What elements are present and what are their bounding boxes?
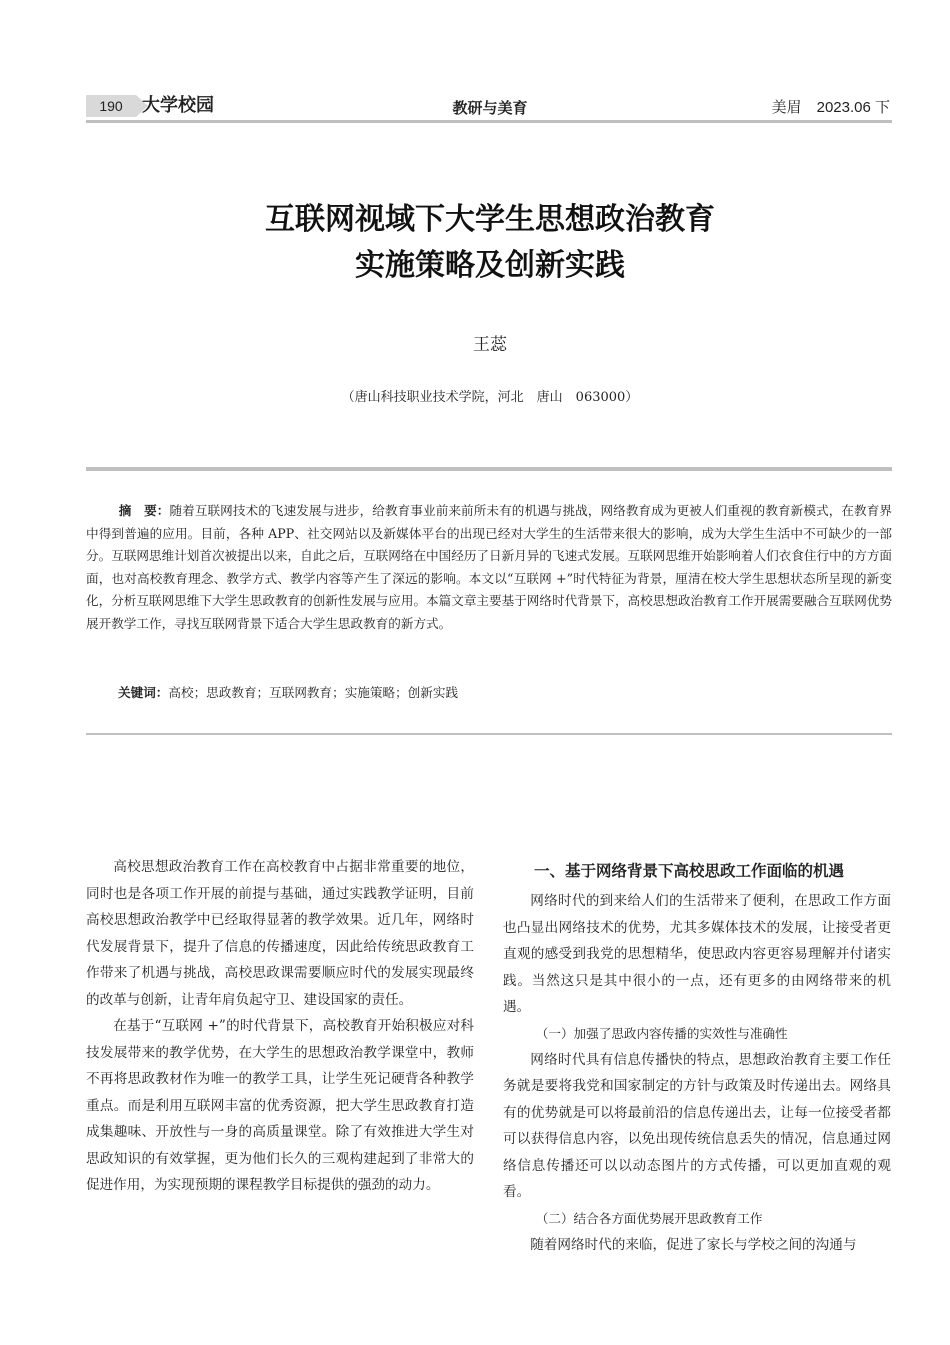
subsection-heading: （二）结合各方面优势展开思政教育工作 xyxy=(535,1210,763,1226)
title-line-1: 互联网视域下大学生思想政治教育 xyxy=(265,202,715,237)
page-number: 190 xyxy=(86,95,136,117)
title-line-2: 实施策略及创新实践 xyxy=(355,248,625,283)
abstract-bottom-rule xyxy=(86,733,892,735)
keywords-text: 高校；思政教育；互联网教育；实施策略；创新实践 xyxy=(168,685,459,700)
abstract xyxy=(86,500,892,635)
keywords xyxy=(118,682,878,701)
affiliation: （唐山科技职业技术学院，河北 唐山 063000） xyxy=(341,390,639,405)
paragraph: 随着网络时代的来临，促进了家长与学校之间的沟通与 xyxy=(530,1236,857,1253)
paragraph: 网络时代的到来给人们的生活带来了便利，在思政工作方面也凸显出网络技术的优势，尤其多媒体技术的发展，让接受者更直观的感受到我党的思想精华，使思政内容更容易理解并付诸实践。当然这只是其中很小的一点，还有更多的由网络带来的机遇。 xyxy=(503,893,891,1015)
paragraph: 网络时代具有信息传播快的特点，思想政治教育主要工作任务就是要将我党和国家制定的方针与政策及时传递出去。网络具有的优势就是可以将最前沿的信息传递出去，让每一位接受者都可以获得信息内容，以免出现传统信息丢失的情况，信息通过网络信息传播还可以以动态图片的方式传播，可以更加直观的观看。 xyxy=(503,1051,891,1200)
paragraph: 高校思想政治教育工作在高校教育中占据非常重要的地位，同时也是各项工作开展的前提与基础，通过实践教学证明，目前高校思想政治教学中已经取得显著的教学效果。近几年，网络时代发展背景下，提升了信息的传播速度，因此给传统思政教育工作带来了机遇与挑战，高校思政课需要顺应时代的发展实现最终的改革与创新，让青年肩负起守卫、建设国家的责任。 xyxy=(86,859,474,1008)
paragraph: 在基于“互联网 +”的时代背景下，高校教育开始积极应对科技发展带来的教学优势，在大学生的思想政治教学课堂中，教师不再将思政教材作为唯一的教学工具，让学生死记硬背各种教学重点。而是利用互联网丰富的优秀资源，把大学生思政教育打造成集趣味、开放性与一身的高质量课堂。除了有效推进大学生对思政知识的有效掌握，更为他们长久的三观构建起到了非常大的促进作用，为实现预期的课程教学目标提供的强劲的动力。 xyxy=(86,1018,474,1193)
section-heading: 一、基于网络背景下高校思政工作面临的机遇 xyxy=(534,862,845,880)
abstract-text: 随着互联网技术的飞速发展与进步，给教育事业前来前所未有的机遇与挑战，网络教育成为更被人们重视的教育新模式，在教育界中得到普遍的应用。目前，各种 APP、社交网站以及新媒体平台的出现已经对大学生的生活带来很大的影响，成为大学生生活中不可缺少的一部分。互联网思维计划首次被提出以来，自此之后，互联网络在中国经历了日新月异的飞速式发展。互联网思维开始影响着人们衣食住行中的方方面面，也对高校教育理念、教学方式、教学内容等产生了深远的影响。本文以“互联网 +”时代特征为背景，厘清在校大学生思想状态所呈现的新变化，分析互联网思维下大学生思政教育的创新性发展与应用。本篇文章主要基于网络时代背景下，高校思想政治教育工作开展需要融合互联网优势展开教学工作，寻找互联网背景下适合大学生思政教育的新方式。 xyxy=(86,503,893,631)
abstract-label: 摘 要： xyxy=(118,503,170,518)
left-column xyxy=(86,854,474,1199)
right-column xyxy=(503,854,891,1258)
journal-name: 大学校园 xyxy=(142,95,214,116)
keywords-label: 关键词： xyxy=(118,685,169,700)
header-rule xyxy=(86,120,892,123)
subsection-heading: （一）加强了思政内容传播的实效性与准确性 xyxy=(535,1025,788,1041)
abstract-top-rule xyxy=(86,467,892,471)
section-name: 教研与美育 xyxy=(452,99,528,117)
author: 王蕊 xyxy=(473,335,507,355)
issue-info: 美眉 2023.06 下 xyxy=(771,99,890,116)
